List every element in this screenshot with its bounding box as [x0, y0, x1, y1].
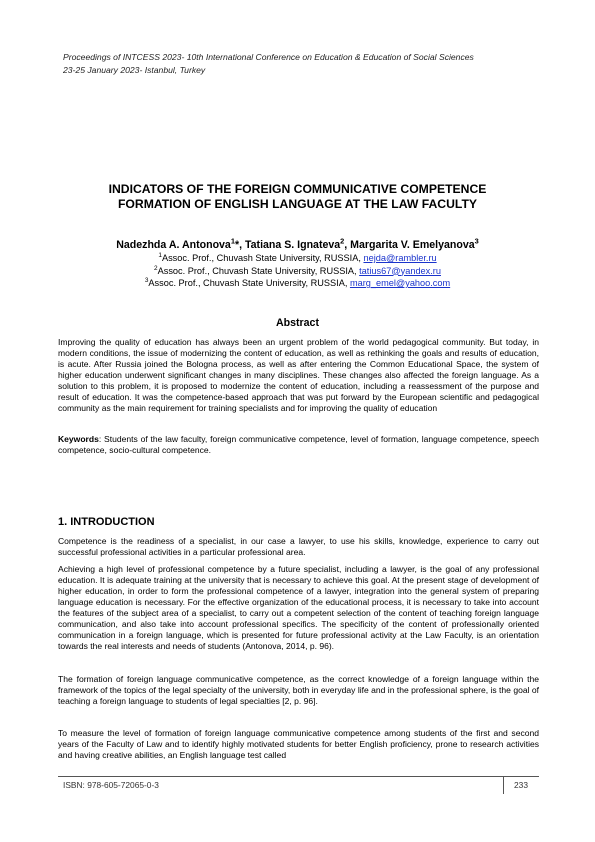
email-link[interactable]: tatius67@yandex.ru	[359, 265, 441, 276]
affil-sup: 2	[154, 264, 158, 272]
footer-rule	[58, 776, 539, 777]
page-number: 233	[514, 780, 528, 790]
author-separator: ,	[239, 239, 245, 251]
author-affil-sup: 2	[340, 236, 345, 246]
header-conference-line: Proceedings of INTCESS 2023- 10th International Conference on Education & Education of Social Sciences	[63, 52, 474, 62]
affiliation-list	[60, 252, 535, 290]
author-name: Margarita V. Emelyanova	[350, 239, 475, 251]
affiliation-line	[60, 277, 535, 290]
keywords-text: : Students of the law faculty, foreign communicative competence, level of formation, language competence, speech competence, socio-cultural competence.	[58, 434, 539, 456]
author-affil-sup: 1	[230, 236, 235, 246]
affiliation-line	[60, 252, 535, 265]
body-paragraph: The formation of foreign language communicative competence, as the correct knowledge of a foreign language within the framework of the topics of the legal specialty of the university, both in everyday life and in the professional sphere, is the goal of teaching a foreign language to students of legal specialties [2, p. 96].	[58, 674, 539, 707]
keywords-label: Keywords	[58, 434, 99, 444]
body-paragraph: Achieving a high level of professional competence by a future specialist, including a lawyer, is the goal of any professional education. It is adequate training at the university that is necessary to achieve this goal. At the present stage of development of higher education, in order to form the professional competence of a lawyer, integration into the general system of preparing language education is necessary. For the effective organization of the educational process, it is necessary to take into account the features of the subject area of a specialist, to carry out a competent selection of the content of teaching foreign language communication, and also take into account professional specifics. The specificity of the content of professionally oriented communication in a foreign language, which is presented for future professional activity at the Law Faculty, is an orientation towards the real interests and needs of students (Antonova, 2014, p. 96).	[58, 564, 539, 652]
abstract-body: Improving the quality of education has always been an urgent problem of the world pedagogical community. But today, in modern conditions, the issue of modernizing the content of education, as well as rethinking the goals and results of education, is acute. After Russia joined the Bologna process, as well as after entering the Common Educational Space, the system of higher education underwent significant changes in many disciplines. These changes also affected the foreign language. As a solution to this problem, it is proposed to modernize the content of education, including a reassessment of the purpose and result of education. It was the competence-based approach that was put forward by the European scientific and pedagogical community as the main requirement for training specialists and for improving the quality of education	[58, 337, 539, 414]
affil-sup: 3	[144, 277, 149, 285]
keywords	[58, 434, 539, 456]
title-line-1: INDICATORS OF THE FOREIGN COMMUNICATIVE COMPETENCE	[108, 182, 487, 196]
section-heading: 1. INTRODUCTION	[58, 516, 155, 528]
paper-title	[60, 182, 535, 212]
email-link[interactable]: nejda@rambler.ru	[363, 253, 437, 263]
abstract-heading: Abstract	[276, 317, 319, 329]
author-list	[60, 238, 535, 252]
affil-text: Assoc. Prof., Chuvash State University, RUSSIA,	[148, 278, 350, 289]
header-date-line: 23-25 January 2023- Istanbul, Turkey	[63, 65, 206, 75]
author-name: Tatiana S. Ignateva	[244, 239, 341, 251]
author-separator: ,	[344, 239, 351, 251]
affiliation-line	[60, 265, 535, 278]
author-name: Nadezhda A. Antonova	[116, 239, 231, 251]
footer-isbn: ISBN: 978-605-72065-0-3	[63, 780, 159, 790]
author-affil-sup: 3	[474, 236, 479, 246]
affil-sup: 1	[158, 251, 162, 259]
footer-separator	[503, 776, 504, 794]
affil-text: Assoc. Prof., Chuvash State University, RUSSIA,	[157, 265, 360, 276]
body-paragraph: Competence is the readiness of a specialist, in our case a lawyer, to use his skills, knowledge, experience to carry out successful professional activities in a particular professional area.	[58, 536, 539, 558]
corresponding-mark: *	[234, 239, 240, 251]
affil-text: Assoc. Prof., Chuvash State University, RUSSIA,	[161, 253, 364, 263]
running-header	[63, 51, 543, 77]
body-paragraph: To measure the level of formation of foreign language communicative competence among students of the first and second years of the Faculty of Law and to identify highly motivated students for better English proficiency, prone to research activities and having creative abilities, an English language test called	[58, 728, 539, 761]
title-line-2: FORMATION OF ENGLISH LANGUAGE AT THE LAW FACULTY	[117, 197, 478, 211]
email-link[interactable]: marg_emel@yahoo.com	[349, 278, 451, 289]
